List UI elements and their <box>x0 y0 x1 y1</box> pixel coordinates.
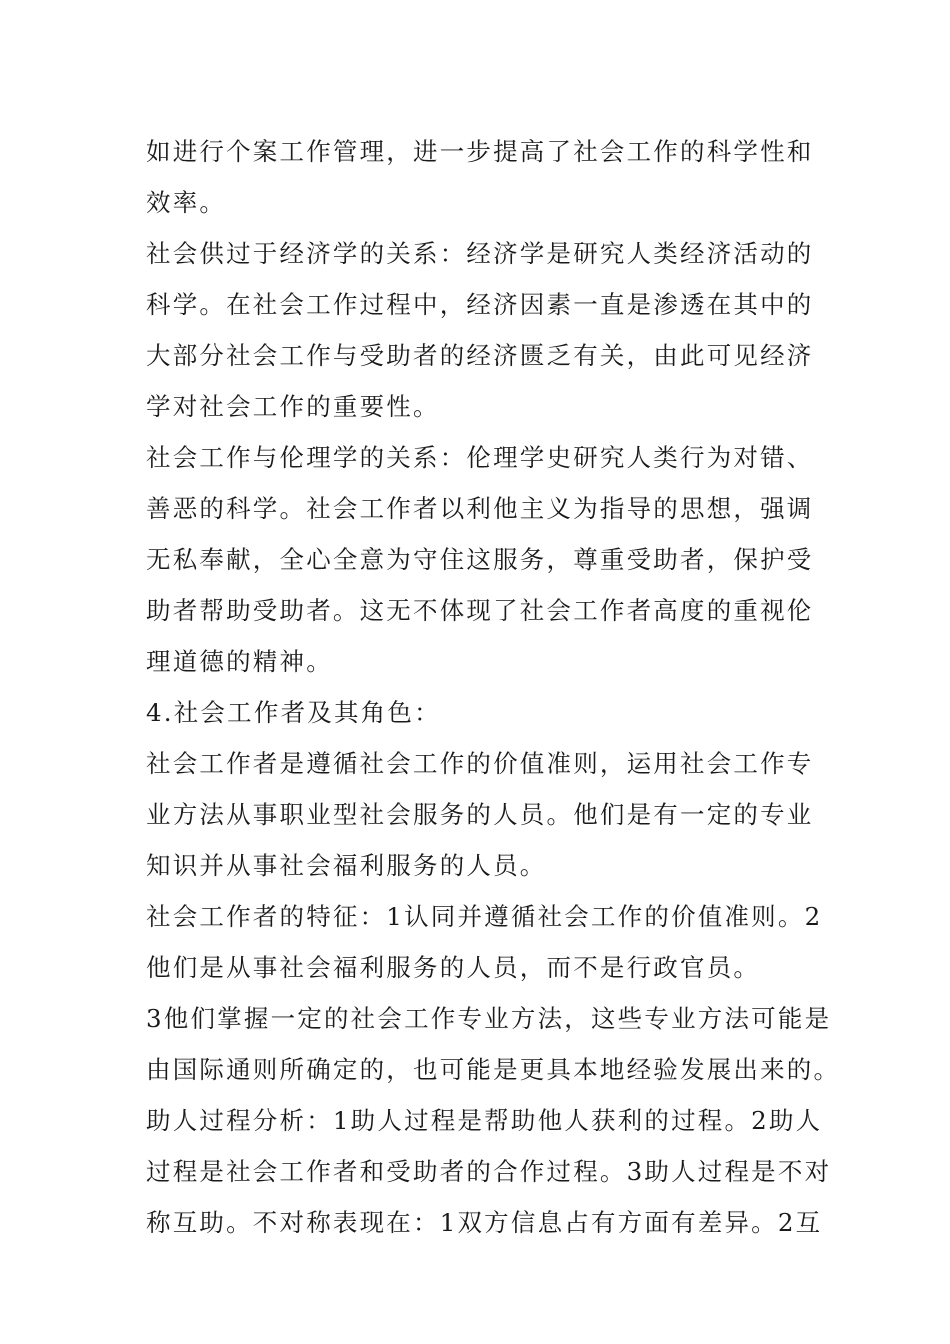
document-page <box>146 126 841 1248</box>
text-line: 由国际通则所确定的，也可能是更具本地经验发展出来的。 <box>146 1055 841 1084</box>
text-line: 3他们掌握一定的社会工作专业方法，这些专业方法可能是 <box>146 1004 832 1033</box>
text-line: 业方法从事职业型社会服务的人员。他们是有一定的专业 <box>146 800 814 829</box>
text-line: 过程是社会工作者和受助者的合作过程。3助人过程是不对 <box>146 1157 832 1186</box>
text-line: 助者帮助受助者。这无不体现了社会工作者高度的重视伦 <box>146 596 814 625</box>
text-line: 大部分社会工作与受助者的经济匮乏有关，由此可见经济 <box>146 341 814 370</box>
text-line: 他们是从事社会福利服务的人员，而不是行政官员。 <box>146 953 761 982</box>
text-line: 称互助。不对称表现在：1双方信息占有方面有差异。2互 <box>146 1208 823 1237</box>
text-line: 助人过程分析：1助人过程是帮助他人获利的过程。2助人 <box>146 1106 823 1135</box>
text-line: 理道德的精神。 <box>146 647 333 676</box>
text-line: 善恶的科学。社会工作者以利他主义为指导的思想，强调 <box>146 494 814 523</box>
text-line: 知识并从事社会福利服务的人员。 <box>146 851 547 880</box>
text-line: 如进行个案工作管理，进一步提高了社会工作的科学性和 <box>146 137 814 166</box>
section-heading: 4.社会工作者及其角色： <box>146 698 441 727</box>
text-line: 效率。 <box>146 188 227 217</box>
text-line: 社会工作者的特征：1认同并遵循社会工作的价值准则。2 <box>146 902 823 931</box>
text-line: 学对社会工作的重要性。 <box>146 392 440 421</box>
text-line: 无私奉献，全心全意为守住这服务，尊重受助者，保护受 <box>146 545 814 574</box>
text-line: 社会供过于经济学的关系：经济学是研究人类经济活动的 <box>146 239 814 268</box>
text-line: 科学。在社会工作过程中，经济因素一直是渗透在其中的 <box>146 290 814 319</box>
text-line: 社会工作与伦理学的关系：伦理学史研究人类行为对错、 <box>146 443 814 472</box>
text-line: 社会工作者是遵循社会工作的价值准则，运用社会工作专 <box>146 749 814 778</box>
